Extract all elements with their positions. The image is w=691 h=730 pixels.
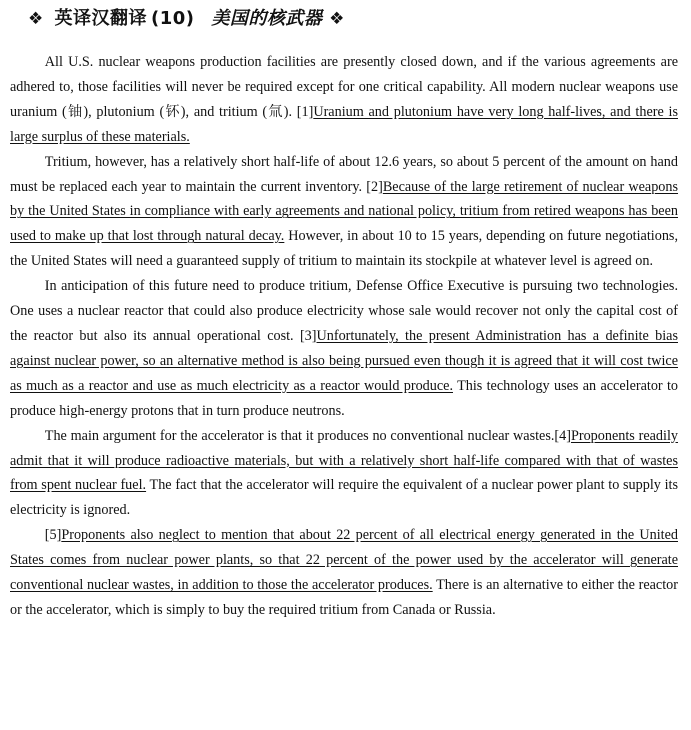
paragraph-1 (10, 50, 678, 150)
paragraph-4 (10, 424, 678, 524)
sentence-marker: [4] (554, 427, 571, 444)
underlined-sentence: Proponents readily admit that it will produce radioactive materials, but with a relatively short half-life compared with that of wastes from spent nuclear fuel. (10, 427, 679, 494)
ornament-right-icon: ❖ (329, 9, 345, 29)
underlined-sentence: Uranium and plutonium have very long half-lives, and there is large surplus of these materials. (10, 103, 678, 145)
paragraph-2 (10, 150, 678, 275)
title-chinese: 英译汉翻译 (54, 8, 148, 29)
title-number: (10) (151, 8, 195, 29)
page-title (10, 0, 678, 40)
underlined-sentence: Unfortunately, the present Administration has a definite bias against nuclear power, so an alternative method is also being pursued even though it is agreed that it will cost twice as much as a reactor and use as much electricity as a reactor would produce. (10, 327, 678, 394)
sentence-marker: [3] (299, 327, 317, 344)
paragraph-text: In anticipation of this future need to produce tritium, Defense Office Executive is pursuing two technologies. One uses a nuclear reactor that could also produce electricity whose sale would recover not only the capital cost of the reactor but also its annual operational cost. (10, 278, 678, 344)
sentence-marker: [5] (44, 527, 62, 544)
ornament-left-icon: ❖ (28, 9, 44, 29)
underlined-sentence: Proponents also neglect to mention that about 22 percent of all electrical energy generated in the United States comes from nuclear power plants, so that 22 percent of the power used by the accelerator will generate conventional nuclear wastes, in addition to those the accelerator produces. (10, 527, 678, 594)
paragraph-3 (10, 274, 678, 423)
paragraph-text: However, in about 10 to 15 years, depending on future negotiations, the United States will need a guaranteed supply of tritium to maintain its stockpile at whatever level is agreed on. (10, 228, 678, 270)
paragraph-5 (10, 523, 678, 623)
underlined-sentence: Because of the large retirement of nuclear weapons by the United States in compliance with early agreements and national policy, tritium from retired weapons has been used to make up that lost through natural decay. (10, 178, 679, 245)
paragraph-text: All U.S. nuclear weapons production facilities are presently closed down, and if the various agreements are adhered to, those facilities will never be required except for one critical capability. All modern nuclear weapons use uranium (铀), plutonium (钚), and tritium (氚). (10, 54, 678, 120)
article-body (10, 50, 678, 623)
document-page (10, 0, 678, 623)
paragraph-text: There is an alternative to either the reactor or the accelerator, which is simply to buy the required tritium from Canada or Russia. (10, 577, 678, 618)
paragraph-text: The fact that the accelerator will require the equivalent of a nuclear power plant to supply its electricity is ignored. (10, 477, 679, 519)
sentence-marker: [2] (366, 178, 383, 195)
title-topic: 美国的核武器 (211, 8, 323, 29)
sentence-marker: [1] (296, 103, 314, 120)
paragraph-text: This technology uses an accelerator to produce high-energy protons that in turn produce neutrons. (10, 377, 679, 419)
paragraph-text: Tritium, however, has a relatively short half-life of about 12.6 years, so about 5 percent of the amount on hand must be replaced each year to maintain the current inventory. (10, 153, 678, 195)
paragraph-text: The main argument for the accelerator is that it produces no conventional nuclear wastes. (44, 427, 555, 444)
